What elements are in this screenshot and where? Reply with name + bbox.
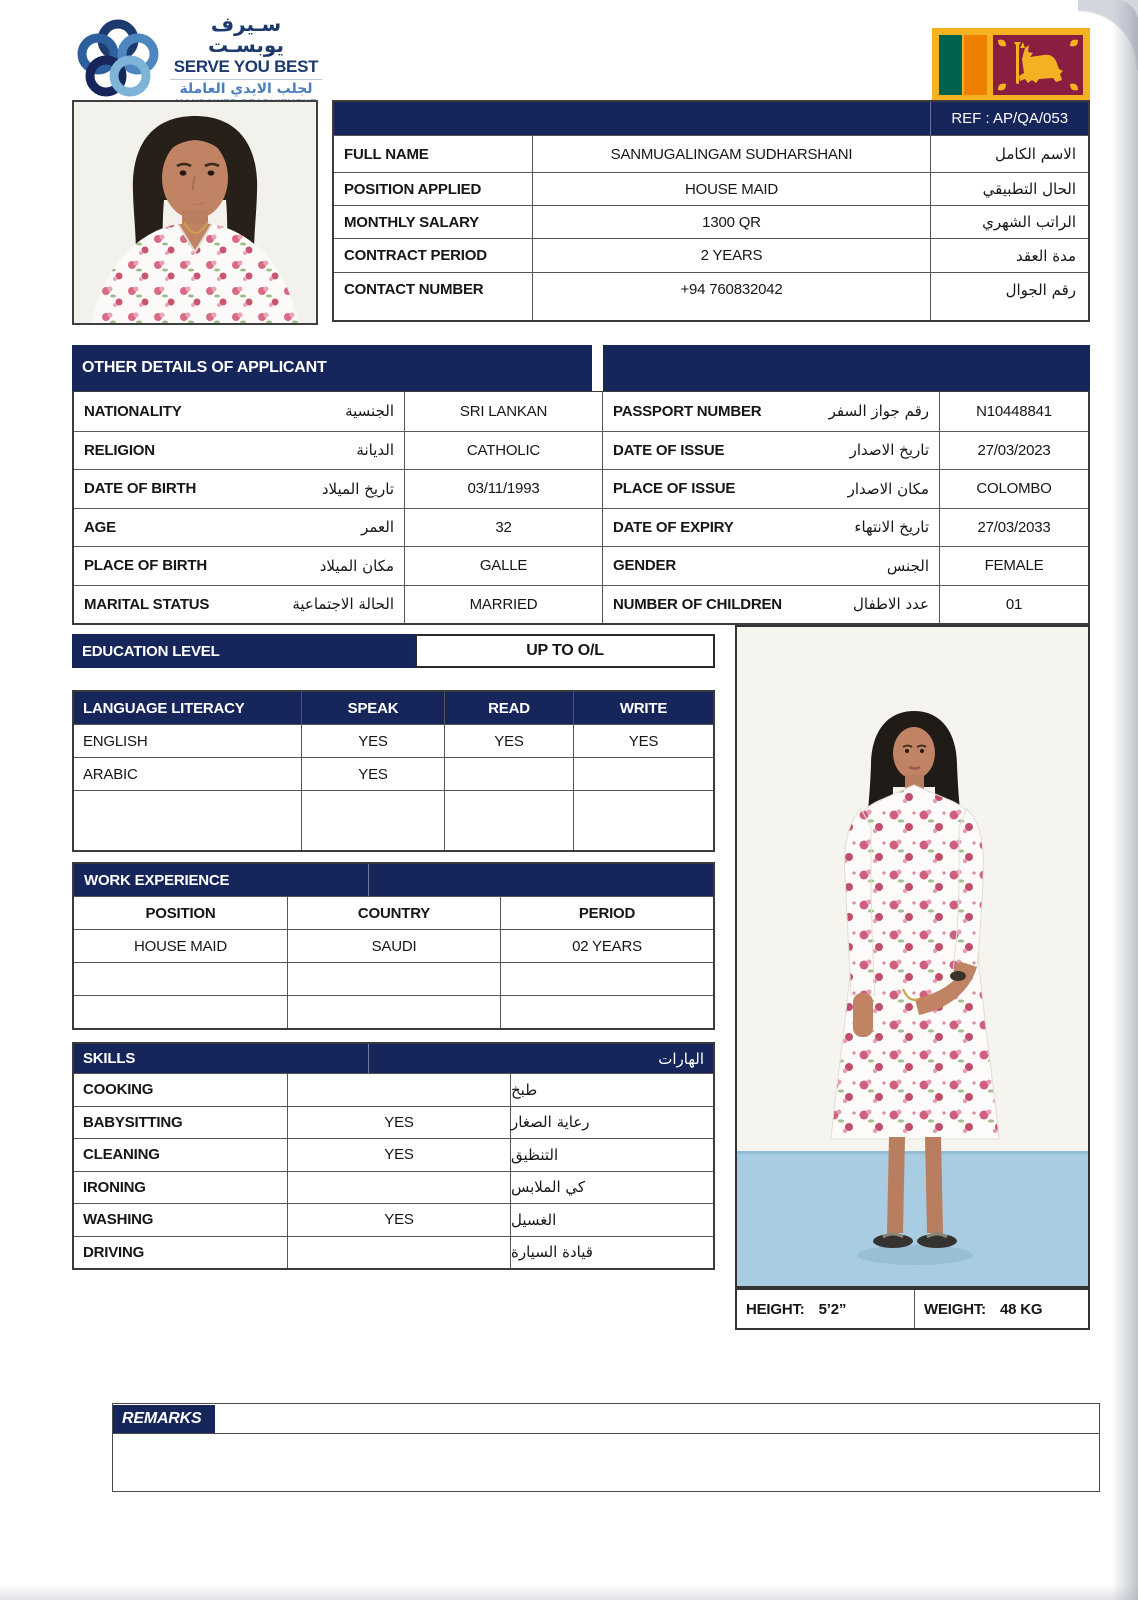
skill-name-arabic: رعاية الصغار [510, 1107, 713, 1139]
field-value: HOUSE MAID [532, 173, 930, 205]
field-value: +94 760832042 [532, 273, 930, 320]
field-label: PASSPORT NUMBER [613, 402, 762, 420]
field-label: CONTRACT PERIOD [344, 247, 487, 264]
column-header: LANGUAGE LITERACY [83, 699, 245, 717]
field-value: MARRIED [404, 586, 602, 624]
speak-value [301, 791, 444, 850]
logo-english-name: SERVE YOU BEST [173, 57, 319, 76]
table-row [74, 508, 1088, 547]
logo-knot-icon [74, 16, 162, 106]
field-value: 32 [404, 509, 602, 547]
ref-bar [334, 102, 1088, 135]
table-row [74, 962, 713, 995]
field-label-arabic: رقم جواز السفر [828, 402, 929, 421]
agency-logo [74, 14, 322, 109]
table-row [334, 172, 1088, 205]
other-details-section [72, 345, 1090, 625]
write-value [573, 791, 713, 850]
column-header: POSITION [145, 904, 216, 922]
speak-value: YES [301, 725, 444, 757]
table-row [74, 757, 713, 790]
skills-table [72, 1042, 715, 1270]
column-header: PERIOD [500, 897, 713, 929]
skill-value: YES [287, 1139, 510, 1171]
field-value: 2 YEARS [532, 239, 930, 272]
field-label-arabic: تاريخ الميلاد [321, 479, 394, 498]
language-literacy-table [72, 690, 715, 852]
height-label: HEIGHT: [746, 1300, 805, 1318]
field-value: COLOMBO [939, 470, 1088, 508]
skill-name-arabic: الغسيل [510, 1204, 713, 1236]
weight-value: 48 KG [999, 1300, 1043, 1318]
field-value: N10448841 [939, 392, 1088, 431]
full-body-photo [735, 625, 1090, 1288]
field-label-arabic: تاريخ الاصدار [849, 441, 929, 460]
skill-name-arabic: قيادة السيارة [510, 1237, 713, 1269]
period-value [500, 963, 713, 995]
field-label-arabic: الحال التطبيقي [930, 173, 1088, 205]
column-header: WRITE [573, 692, 713, 724]
position-value: HOUSE MAID [133, 937, 227, 955]
skill-name-arabic: طبخ [510, 1074, 713, 1106]
read-value [444, 758, 573, 790]
country-value [287, 996, 500, 1028]
field-value: SANMUGALINGAM SUDHARSHANI [532, 136, 930, 172]
table-row [334, 238, 1088, 272]
table-row [74, 392, 1088, 431]
table-header-row [74, 896, 713, 929]
skill-name: IRONING [83, 1178, 146, 1196]
field-value: 01 [939, 586, 1088, 624]
period-value: 02 YEARS [500, 930, 713, 962]
table-row [74, 1171, 713, 1204]
field-value: 03/11/1993 [404, 470, 602, 508]
table-header-row [74, 692, 713, 724]
field-label-arabic: مدة العقد [930, 239, 1088, 272]
field-label: AGE [84, 518, 116, 536]
weight-label: WEIGHT: [924, 1300, 986, 1318]
field-label: GENDER [613, 557, 676, 575]
remarks-section [112, 1403, 1100, 1492]
speak-value: YES [301, 758, 444, 790]
skill-name: BABYSITTING [83, 1113, 183, 1131]
table-row [74, 1203, 713, 1236]
table-row [74, 724, 713, 757]
section-title: OTHER DETAILS OF APPLICANT [72, 345, 592, 391]
field-label-arabic: مكان الاصدار [847, 479, 929, 498]
field-value: CATHOLIC [404, 432, 602, 470]
section-title-arabic: الهارات [658, 1049, 704, 1068]
field-label: DATE OF EXPIRY [613, 518, 734, 536]
field-value: FEMALE [939, 547, 1088, 585]
table-row [74, 1073, 713, 1106]
skill-name: COOKING [83, 1081, 154, 1099]
education-level-section [72, 634, 715, 668]
language-name: ENGLISH [83, 732, 148, 750]
skill-name: DRIVING [83, 1243, 145, 1261]
section-title: SKILLS [83, 1050, 136, 1067]
language-name: ARABIC [83, 765, 138, 783]
skill-name-arabic: التنظيق [510, 1139, 713, 1171]
table-row [334, 272, 1088, 320]
field-label-arabic: الديانة [356, 441, 394, 460]
skill-value [287, 1172, 510, 1204]
write-value [573, 758, 713, 790]
field-label: CONTACT NUMBER [344, 281, 484, 298]
field-label: NATIONALITY [84, 402, 182, 420]
table-row [74, 469, 1088, 508]
table-row [74, 995, 713, 1028]
field-label: DATE OF BIRTH [84, 480, 197, 498]
section-title-bar [74, 1044, 713, 1073]
table-row [334, 135, 1088, 172]
logo-arabic-tagline: لجلب الايدي العاملة [170, 79, 322, 97]
skill-value: YES [287, 1204, 510, 1236]
position-value [74, 963, 287, 995]
country-value: SAUDI [287, 930, 500, 962]
applicant-summary-table [332, 100, 1090, 322]
field-label: RELIGION [84, 441, 155, 459]
field-label-arabic: رقم الجوال [930, 273, 1088, 320]
skill-value: YES [287, 1107, 510, 1139]
education-level-label: EDUCATION LEVEL [72, 634, 415, 668]
skill-value [287, 1237, 510, 1269]
skill-name-arabic: كي الملابس [510, 1172, 713, 1204]
field-value: SRI LANKAN [404, 392, 602, 431]
sri-lanka-flag [932, 28, 1090, 102]
country-value [287, 963, 500, 995]
field-value: 1300 QR [532, 206, 930, 238]
position-value [74, 996, 287, 1028]
field-label-arabic: العمر [361, 518, 394, 537]
period-value [500, 996, 713, 1028]
field-label: PLACE OF ISSUE [613, 480, 736, 498]
work-experience-table [72, 862, 715, 1030]
ref-number: REF : AP/QA/053 [930, 102, 1088, 135]
skill-name: WASHING [83, 1211, 154, 1229]
field-value: GALLE [404, 547, 602, 585]
read-value [444, 791, 573, 850]
field-label: POSITION APPLIED [344, 180, 482, 198]
portrait-photo [72, 100, 318, 325]
table-row [74, 1106, 713, 1139]
section-title-bar-right [603, 345, 1090, 391]
field-label: PLACE OF BIRTH [84, 557, 208, 575]
column-header: SPEAK [301, 692, 444, 724]
table-row [74, 431, 1088, 470]
section-title: WORK EXPERIENCE [74, 864, 713, 896]
field-label: NUMBER OF CHILDREN [613, 595, 782, 613]
table-row [74, 1138, 713, 1171]
field-label-arabic: الحالة الاجتماعية [292, 595, 394, 614]
scan-edge-shadow-bottom [0, 1584, 1138, 1600]
field-label-arabic: عدد الاطفال [853, 595, 929, 614]
field-value: 27/03/2023 [939, 432, 1088, 470]
physical-stats-row [735, 1288, 1090, 1330]
field-label-arabic: الاسم الكامل [930, 136, 1088, 172]
table-row [74, 790, 713, 850]
skill-value [287, 1074, 510, 1106]
read-value: YES [444, 725, 573, 757]
logo-arabic-name: سـيرف يوبسـت [208, 12, 284, 57]
field-label-arabic: مكان الميلاد [319, 556, 394, 575]
field-label-arabic: الراتب الشهري [930, 206, 1088, 238]
table-row [74, 585, 1088, 624]
language-name [74, 791, 301, 850]
table-row [74, 1236, 713, 1269]
field-value: 27/03/2033 [939, 509, 1088, 547]
column-header: READ [444, 692, 573, 724]
remarks-divider [113, 1433, 1099, 1434]
field-label: MARITAL STATUS [84, 595, 210, 613]
table-row [334, 205, 1088, 238]
education-level-value: UP TO O/L [415, 634, 715, 668]
table-row [74, 929, 713, 962]
column-header: COUNTRY [287, 897, 500, 929]
write-value: YES [573, 725, 713, 757]
field-label: MONTHLY SALARY [344, 213, 479, 231]
scan-edge-shadow-right [1112, 0, 1138, 1600]
field-label-arabic: الجنس [886, 556, 929, 575]
field-label: DATE OF ISSUE [613, 441, 725, 459]
table-row [74, 546, 1088, 585]
field-label: FULL NAME [344, 145, 429, 163]
skill-name: CLEANING [83, 1146, 160, 1164]
height-value: 5’2” [818, 1300, 847, 1318]
field-label-arabic: تاريخ الانتهاء [854, 518, 929, 537]
remarks-label: REMARKS [113, 1405, 215, 1433]
field-label-arabic: الجنسية [345, 402, 394, 421]
